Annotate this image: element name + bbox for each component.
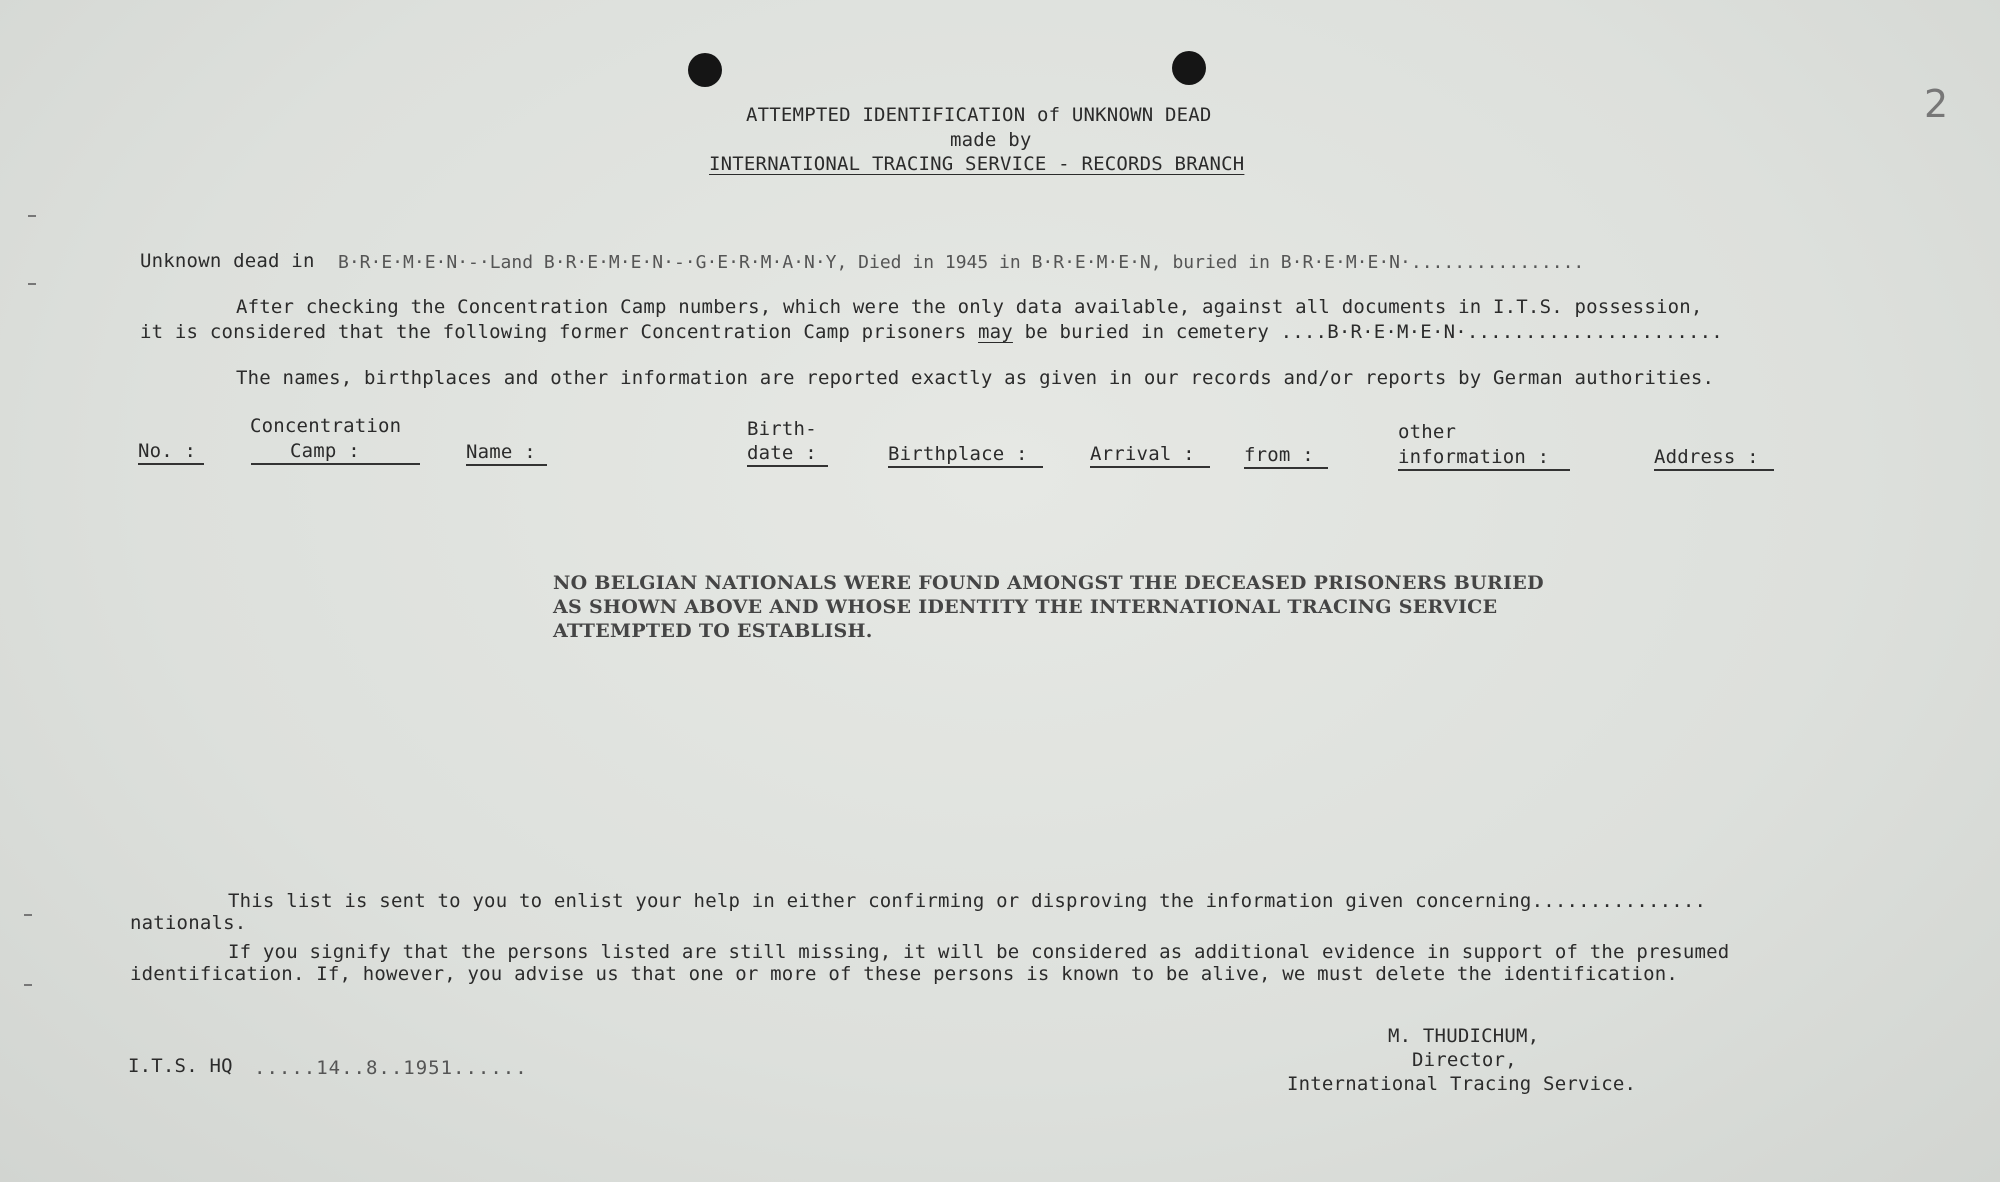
- rule-address: [1654, 469, 1774, 471]
- rule-camp: [251, 463, 420, 465]
- col-birth-bottom: date :: [747, 442, 817, 464]
- punch-hole-right: [1172, 51, 1206, 85]
- rule-other-information: [1398, 469, 1570, 471]
- col-arrival: Arrival :: [1090, 443, 1195, 465]
- col-name: Name :: [466, 441, 536, 463]
- rule-birthplace: [888, 466, 1043, 468]
- hq-date: .....14..8..1951......: [254, 1057, 528, 1079]
- footer-p1-line-2: nationals.: [130, 912, 247, 934]
- col-camp-bottom: Camp :: [290, 440, 360, 462]
- stamp-line-3: ATTEMPTED TO ESTABLISH.: [553, 620, 873, 642]
- rule-no: [138, 463, 204, 465]
- margin-mark: [28, 215, 36, 217]
- col-address: Address :: [1654, 446, 1759, 468]
- rule-name: [466, 464, 547, 466]
- stamp-line-1: NO BELGIAN NATIONALS WERE FOUND AMONGST THE DECEASED PRISONERS BURIED: [553, 572, 1544, 594]
- header-title: ATTEMPTED IDENTIFICATION of UNKNOWN DEAD: [746, 104, 1212, 126]
- col-other-top: other: [1398, 421, 1457, 443]
- margin-mark: [24, 914, 32, 916]
- stamp-line-2: AS SHOWN ABOVE AND WHOSE IDENTITY THE INTERNATIONAL TRACING SERVICE: [553, 596, 1498, 618]
- intro-line-2-before: it is considered that the following former Concentration Camp prisoners: [140, 321, 979, 343]
- footer-p1-line-1: This list is sent to you to enlist your help in either confirming or disproving the information given concerning...............: [228, 890, 1707, 912]
- footer-p2-line-2: identification. If, however, you advise us that one or more of these persons is known to be alive, we must delete the identification.: [130, 963, 1678, 985]
- header-made-by: made by: [950, 129, 1032, 151]
- rule-from: [1244, 467, 1328, 469]
- col-birth-top: Birth-: [747, 418, 817, 440]
- intro-line-1: After checking the Concentration Camp numbers, which were the only data available, against all documents in I.T.S. possession,: [236, 296, 1703, 318]
- intro-line-2-after: be buried in cemetery ....B·R·E·M·E·N·......................: [1012, 321, 1723, 343]
- footer-p2-line-1: If you signify that the persons listed are still missing, it will be considered as additional evidence in support of the presumed: [228, 941, 1730, 963]
- rule-arrival: [1090, 466, 1210, 468]
- signature-name: M. THUDICHUM,: [1388, 1025, 1540, 1047]
- unknown-dead-label: Unknown dead in: [140, 250, 315, 272]
- intro-may: may: [978, 321, 1013, 343]
- header-organization: INTERNATIONAL TRACING SERVICE - RECORDS BRANCH: [709, 153, 1245, 175]
- col-no: No. :: [138, 440, 197, 462]
- intro-line-3: The names, birthplaces and other information are reported exactly as given in our records and/or reports by German authorities.: [236, 367, 1715, 389]
- signature-title: Director,: [1412, 1049, 1517, 1071]
- intro-line-2: [140, 321, 1723, 343]
- hq-label: I.T.S. HQ: [128, 1055, 233, 1077]
- rule-birthdate: [747, 465, 828, 467]
- punch-hole-left: [688, 53, 722, 87]
- col-camp-top: Concentration: [250, 415, 402, 437]
- col-birthplace: Birthplace :: [888, 443, 1028, 465]
- unknown-dead-value: B·R·E·M·E·N·-·Land B·R·E·M·E·N·-·G·E·R·M·A·N·Y, Died in 1945 in B·R·E·M·E·N, buried in B·R·E·M·E·N·................: [338, 252, 1585, 273]
- col-other-bottom: information :: [1398, 446, 1550, 468]
- signature-organization: International Tracing Service.: [1287, 1073, 1637, 1095]
- margin-mark: [24, 984, 32, 986]
- col-from: from :: [1244, 444, 1314, 466]
- margin-mark: [28, 283, 36, 285]
- page-number: 2: [1924, 82, 1949, 126]
